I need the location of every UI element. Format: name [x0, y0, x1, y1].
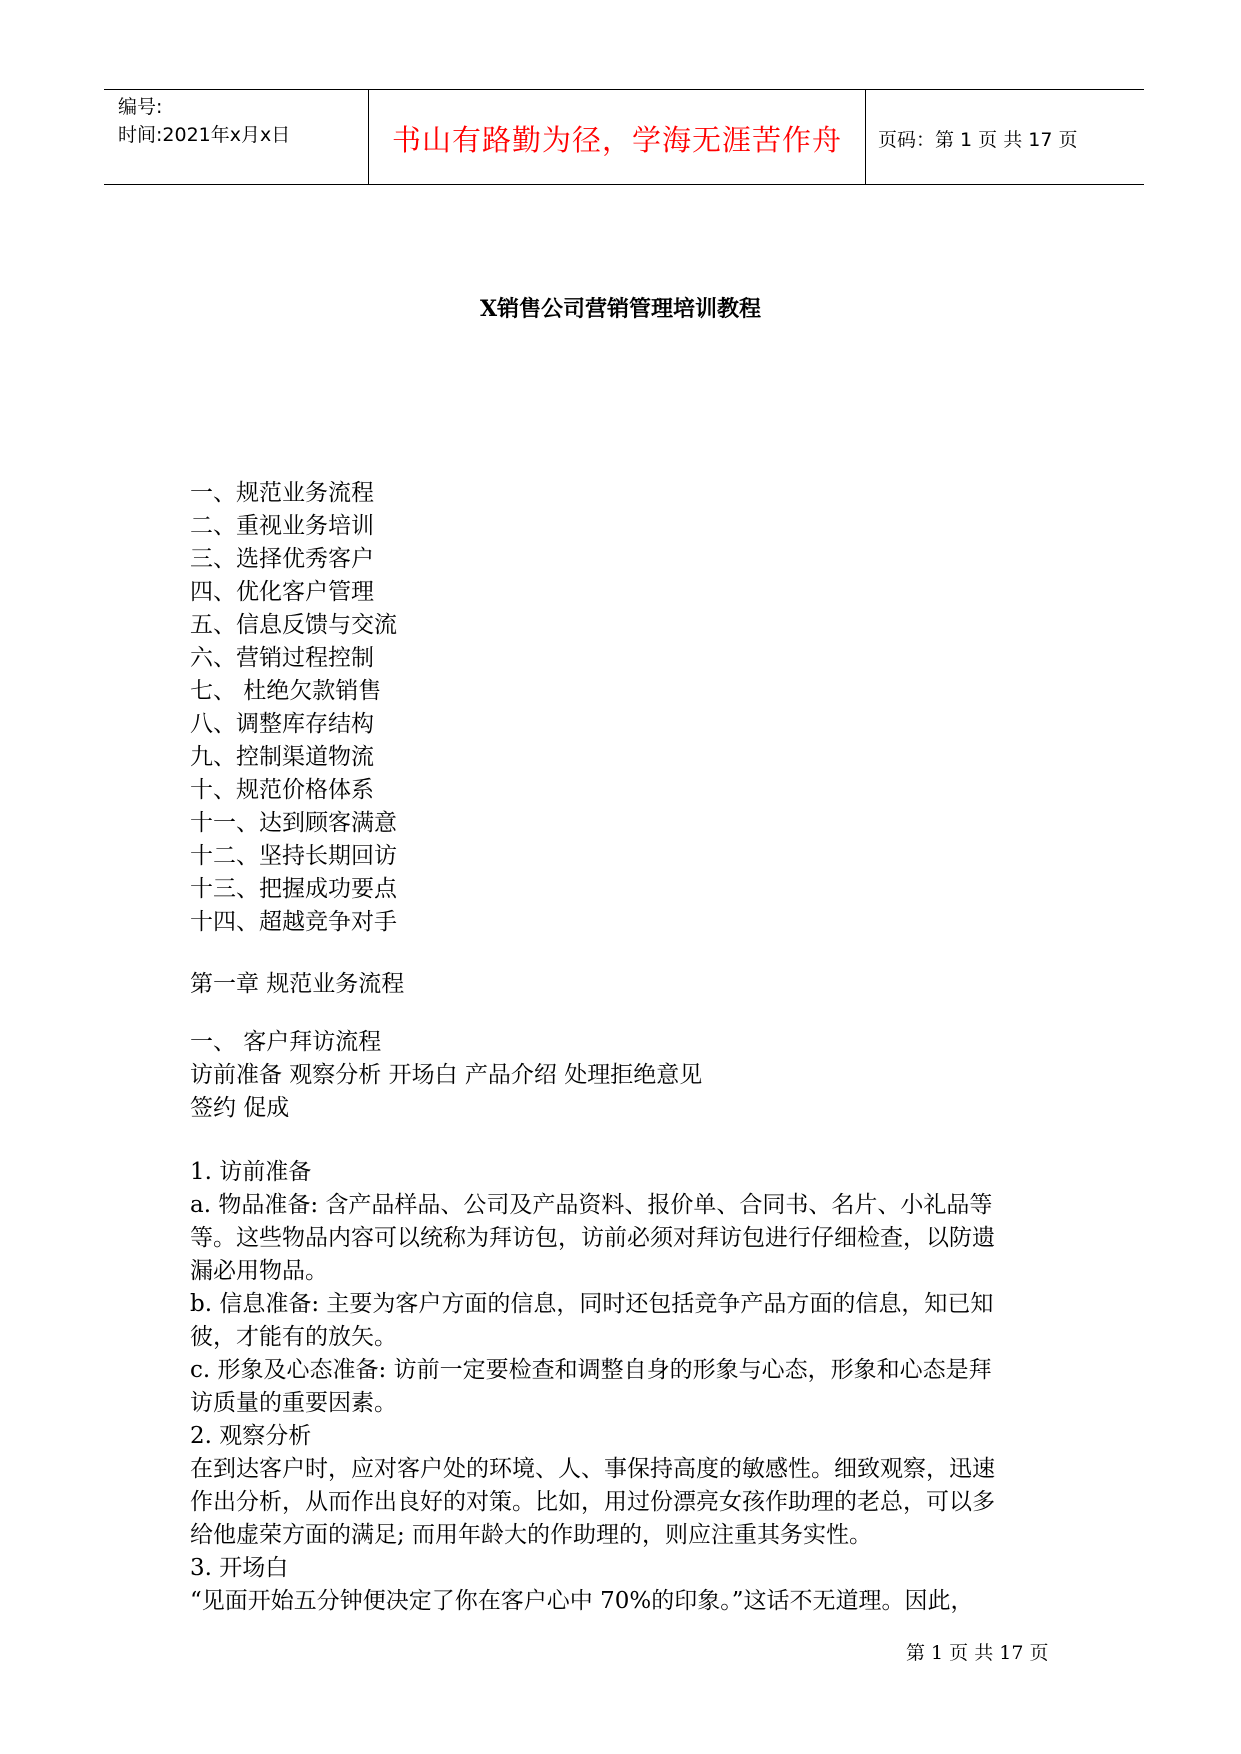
toc-item: 二、重视业务培训 [190, 513, 374, 539]
paragraph-line: 给他虚荣方面的满足; 而用年龄大的作助理的，则应注重其务实性。 [190, 1522, 873, 1548]
table-of-contents [190, 477, 397, 939]
paragraph-line: 彼，才能有的放矢。 [190, 1324, 397, 1350]
body-content [190, 1156, 1070, 1618]
section-visit-process [190, 1026, 1070, 1125]
header-info-cell [104, 90, 368, 184]
toc-item: 六、营销过程控制 [190, 645, 374, 671]
paragraph-line: a. 物品准备: 含产品样品、公司及产品资料、报价单、合同书、名片、小礼品等 [190, 1192, 993, 1218]
toc-item: 四、优化客户管理 [190, 579, 374, 605]
paragraph-line: 在到达客户时，应对客户处的环境、人、事保持高度的敏感性。细致观察，迅速 [190, 1456, 995, 1482]
subheading-opening: 3. 开场白 [190, 1555, 289, 1581]
process-steps-line: 访前准备 观察分析 开场白 产品介绍 处理拒绝意见 [190, 1062, 703, 1088]
toc-item: 九、控制渠道物流 [190, 744, 374, 770]
toc-item: 一、规范业务流程 [190, 480, 374, 506]
toc-item: 八、调整库存结构 [190, 711, 374, 737]
toc-item: 三、选择优秀客户 [190, 546, 374, 572]
header-motto: 书山有路勤为径，学海无涯苦作舟 [391, 123, 842, 157]
toc-item: 十、规范价格体系 [190, 777, 374, 803]
header-motto-cell [368, 90, 866, 184]
toc-item: 十一、达到顾客满意 [190, 810, 397, 836]
document-number-label: 编号: [118, 96, 163, 118]
document-time-label: 时间:2021年x月x日 [118, 124, 291, 146]
process-steps-line: 签约 促成 [190, 1095, 290, 1121]
paragraph-line: b. 信息准备: 主要为客户方面的信息，同时还包括竞争产品方面的信息，知已知 [190, 1291, 994, 1317]
toc-item: 十三、把握成功要点 [190, 876, 397, 902]
header-page-cell [866, 90, 1144, 184]
toc-item: 十四、超越竞争对手 [190, 909, 397, 935]
paragraph-line: 漏必用物品。 [190, 1258, 328, 1284]
toc-item: 五、信息反馈与交流 [190, 612, 397, 638]
paragraph-line: 访质量的重要因素。 [190, 1390, 397, 1416]
paragraph-line: c. 形象及心态准备: 访前一定要检查和调整自身的形象与心态，形象和心态是拜 [190, 1357, 992, 1383]
section-heading: 一、 客户拜访流程 [190, 1029, 382, 1055]
toc-item: 十二、坚持长期回访 [190, 843, 397, 869]
header-page-number: 页码：第 1 页 共 17 页 [878, 129, 1078, 151]
paragraph-line: 等。这些物品内容可以统称为拜访包，访前必须对拜访包进行仔细检查，以防遗 [190, 1225, 995, 1251]
toc-item: 七、 杜绝欠款销售 [190, 678, 382, 704]
subheading-preparation: 1. 访前准备 [190, 1159, 312, 1185]
subheading-observation: 2. 观察分析 [190, 1423, 312, 1449]
paragraph-line: 作出分析，从而作出良好的对策。比如，用过份漂亮女孩作助理的老总，可以多 [190, 1489, 995, 1515]
page-footer: 第 1 页 共 17 页 [906, 1642, 1049, 1664]
document-title: X销售公司营销管理培训教程 [479, 296, 762, 322]
paragraph-line: “见面开始五分钟便决定了你在客户心中 70%的印象。”这话不无道理。因此， [190, 1588, 974, 1614]
chapter-heading: 第一章 规范业务流程 [190, 971, 405, 997]
header-table [104, 89, 1144, 185]
